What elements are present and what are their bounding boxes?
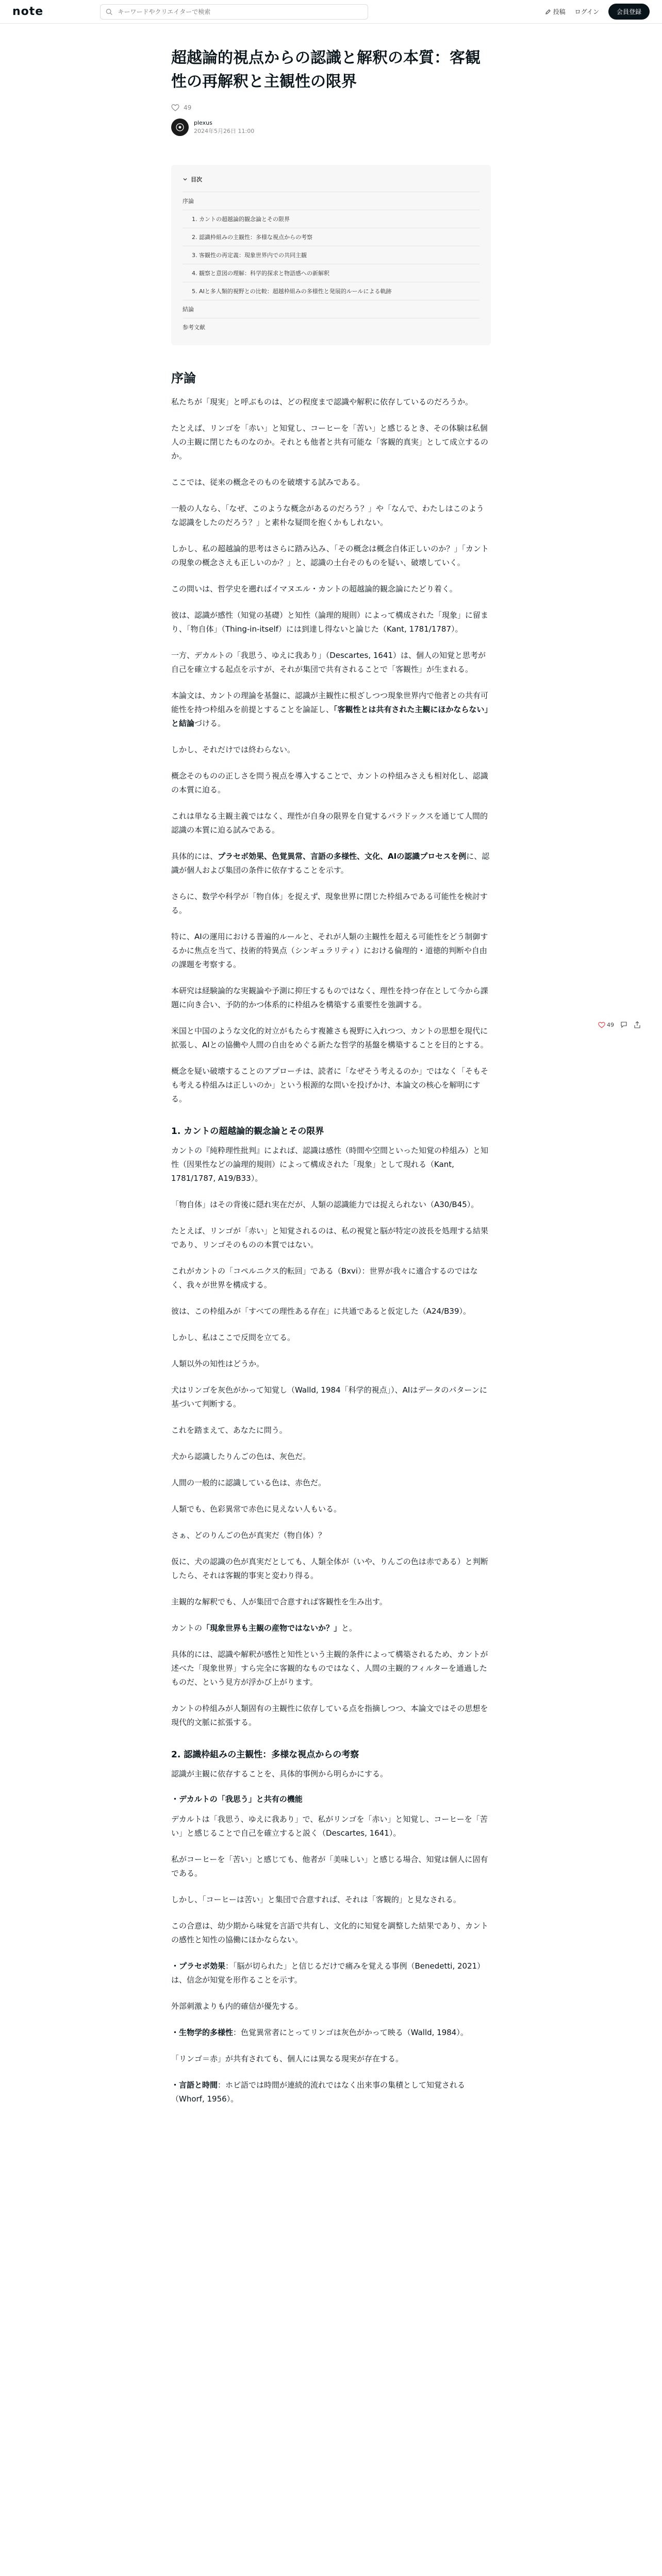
note-logo[interactable]: note: [12, 5, 44, 18]
section-1-paragraph-11: 人間の一般的に認識している色は、赤色だ。: [171, 1478, 326, 1487]
table-of-contents: [171, 165, 491, 345]
toc-item[interactable]: 序論: [183, 192, 479, 210]
toc-item[interactable]: 1. カントの超越論的観念論とその限界: [183, 210, 479, 228]
section-1-paragraph-2: 「物自体」はその背後に隠れ実在だが、人類の認識能力では捉えられない（A30/B45）。: [171, 1200, 479, 1209]
section-1-paragraph-14: 仮に、犬の認識の色が真実だとしても、人類全体が（いや、りんごの色は赤である）と判断したら、それは客観的事実と変わり得る。: [171, 1557, 488, 1580]
toc-item[interactable]: 2. 認識枠組みの主観性：多様な視点からの考察: [183, 228, 479, 246]
like-row: [171, 104, 491, 111]
intro-paragraph-3: ここでは、従来の概念そのものを破壊する試みである。: [171, 478, 365, 487]
heart-red-icon: [598, 1022, 605, 1028]
author-name[interactable]: plexus: [194, 120, 212, 126]
descartes-subheading: ・デカルトの「我思う」と共有の機能: [171, 1794, 303, 1804]
toc-heading: 目次: [191, 176, 202, 183]
share-icon[interactable]: [634, 1021, 641, 1028]
section-1-paragraph-12: 人類でも、色彩異常で赤色に見えない人もいる。: [171, 1504, 342, 1514]
search-icon: [106, 8, 112, 15]
placebo-paragraph: ・プラセボ効果：「脳が切られた」と信じるだけで痛みを覚える事例（Benedetti, 2021）は、信念が知覚を形作ることを示す。: [171, 1961, 485, 1985]
intro-paragraph-b-1: しかし、それだけでは終わらない。: [171, 745, 295, 754]
floating-actions: [598, 1021, 641, 1028]
section-2-paragraph-4: この合意は、幼少期から味覚を言語で共有し、文化的に知覚を調整した結果であり、カントの感性と知性の協働にほかならない。: [171, 1921, 489, 1944]
toc-item[interactable]: 結論: [183, 300, 479, 318]
heart-icon[interactable]: [171, 104, 179, 111]
comment-icon[interactable]: [620, 1021, 627, 1028]
post-button[interactable]: [545, 7, 566, 16]
intro-heading: 序論: [171, 371, 196, 385]
section-2-paragraph-2: 私がコーヒーを「苦い」と感じても、他者が「美味しい」と感じる場合、知覚は個人に固有である。: [171, 1855, 488, 1878]
section-1-paragraph-3: たとえば、リンゴが「赤い」と知覚されるのは、私の視覚と脳が特定の波長を処理する結果であり、リンゴそのものの本質ではない。: [171, 1226, 489, 1249]
section-1-paragraph-15: 主観的な解釈でも、人が集団で合意すれば客観性を生み出す。: [171, 1597, 387, 1606]
toc-item[interactable]: 5. AIと多人類的視野との比較：超越枠組みの多様性と発展的ルールによる軌跡: [183, 282, 479, 300]
biology-paragraph: ・生物学的多様性：色覚異常者にとってリンゴは灰色がかって映る（Walld, 1984）。: [171, 2028, 468, 2037]
section-2-intro: 認識が主観に依存することを、具体的事例から明らかにする。: [171, 1769, 388, 1778]
post-label: 投稿: [553, 8, 566, 15]
intro-paragraph-8: 一方、デカルトの「我思う、ゆえに我あり」（Descartes, 1641）は、個人の知覚と思考が自己を確立する起点を示すが、それが集団で共有されることで「客観性」が生まれる。: [171, 651, 486, 674]
intro-paragraph-b-2: 概念そのものの正しさを問う視点を導入することで、カントの枠組みさえも相対化し、認識の本質に迫る。: [171, 771, 488, 794]
author-block[interactable]: [171, 118, 491, 136]
avatar[interactable]: [171, 118, 189, 136]
intro-paragraph-c-3: 本研究は経験論的な実観論や予測に抑圧するものではなく、理性を持つ存在として今から課題に向き合い、予防的かつ体系的に枠組みを構築する重要性を強調する。: [171, 986, 488, 1009]
examples-bold: プラセボ効果、色覚異常、言語の多様性、文化、AIの認識プロセスを例: [218, 852, 467, 861]
section-1-paragraph-b-2: カントの枠組みが人類固有の主観性に依存している点を指摘しつつ、本論文ではその思想を現代的文脈に拡張する。: [171, 1704, 488, 1727]
intro-paragraph-2: たとえば、リンゴを「赤い」と知覚し、コーヒーを「苦い」と感じるとき、その体験は私個人の主観に閉じたものなのか。それとも他者と共有可能な「客観的真実」として成立するのか。: [171, 423, 489, 461]
section-1-paragraph-1: カントの『純粋理性批判』によれば、認識は感性（時間や空間といった知覚の枠組み）と知性（因果性などの論理的規則）によって構成された「現象」として現れる（Kant, 1781/1787, A19/B33）。: [171, 1146, 489, 1183]
section-1-paragraph-7: 人類以外の知性はどうか。: [171, 1359, 264, 1368]
section-2-paragraphs: [171, 1812, 491, 1947]
header-actions: [545, 4, 650, 20]
section-1-paragraph-5: 彼は、この枠組みが「すべての理性ある存在」に共通であると仮定した（A24/B39）。: [171, 1307, 471, 1316]
toc-item[interactable]: 3. 客観性の再定義：現象世界内での共同主観: [183, 246, 479, 264]
language-paragraph: ・言語と時間：ホピ語では時間が連続的流れではなく出来事の集積として知覚される（Whorf, 1956）。: [171, 2080, 466, 2104]
pencil-icon: [545, 9, 551, 15]
intro-paragraph-4: 一般の人なら、「なぜ、このような概念があるのだろう？」や「なんで、わたしはこのような認識をしたのだろう？」と素朴な疑問を抱くかもしれない。: [171, 504, 484, 527]
section-2-heading: 2. 認識枠組みの主観性：多様な視点からの考察: [171, 1750, 359, 1760]
intro-paragraphs-1: [171, 395, 491, 676]
intro-paragraph-1: 私たちが「現実」と呼ぶものは、どの程度まで認識や解釈に依存しているのだろうか。: [171, 397, 473, 406]
search-input[interactable]: [117, 8, 363, 16]
like-count: 49: [184, 104, 192, 111]
author-meta: [194, 119, 254, 135]
intro-paragraph-c-2: 特に、AIの運用における普遍的ルールと、それが人類の主観性を超える可能性をどう制御するかに焦点を当て、技術的特異点（シンギュラリティ）における倫理的・道徳的判断や自由の課題を考察する。: [171, 932, 488, 969]
section-2-paragraph-3: しかし、「コーヒーは苦い」と集団で合意すれば、それは「客観的」と見なされる。: [171, 1895, 461, 1904]
search-box[interactable]: [100, 4, 368, 20]
section-1-paragraph-8: 犬はリンゴを灰色がかって知覚し（Walld, 1984「科学的視点」）、AIはデータのパターンに基づいて判断する。: [171, 1385, 488, 1409]
biology-follow: 「リンゴ＝赤」が共有されても、個人には異なる現実が存在する。: [171, 2054, 404, 2063]
intro-paragraph-c-5: 概念を疑い破壊することのアプローチは、読者に「なぜそう考えるのか」ではなく「そもそも考える枠組みは正しいのか」という根源的な問いを投げかけ、本論文の核心を解明にする。: [171, 1066, 489, 1104]
thesis-bold: 「客観性とは共有された主観にほかならない」と結論: [171, 705, 489, 728]
toc-item[interactable]: 参考文献: [183, 318, 479, 336]
side-like-button[interactable]: [598, 1022, 614, 1028]
signup-button[interactable]: 会員登録: [608, 4, 650, 20]
placebo-follow: 外部刺激よりも内的確信が優先する。: [171, 2002, 303, 2011]
chevron-down-icon: [183, 177, 188, 182]
section-1-paragraphs: [171, 1144, 491, 1609]
kant-question-bold: 「現象世界も主観の産物ではないか？」: [202, 1623, 342, 1633]
toc-item[interactable]: 4. 観察と意図の理解：科学的探求と物語感への新解釈: [183, 264, 479, 282]
intro-paragraph-c-1: さらに、数学や科学が「物自体」を捉えず、現象世界に閉じた枠組みである可能性を検討する。: [171, 892, 488, 915]
examples-paragraph: 具体的には、プラセボ効果、色覚異常、言語の多様性、文化、AIの認識プロセスを例に、認識が個人および集団の条件に依存することを示す。: [171, 852, 490, 875]
intro-paragraph-5: しかし、私の超越論的思考はさらに踏み込み、「その概念は概念自体正しいのか？」「カントの現象の概念さえも正しいのか？」と、認識の土台そのものを疑い、破壊していく。: [171, 544, 489, 567]
intro-paragraphs-3: [171, 890, 491, 1106]
section-1-paragraph-13: さぁ、どのりんごの色が真実だ（物自体）？: [171, 1531, 326, 1540]
login-link[interactable]: ログイン: [574, 8, 599, 15]
intro-paragraph-b-3: これは単なる主観主義ではなく、理性が自身の限界を自覚するパラドックスを通じて人間的認識の本質に迫る試みである。: [171, 811, 488, 835]
section-1-heading: 1. カントの超越論的観念論とその限界: [171, 1126, 324, 1137]
publish-date: 2024年5月26日 11:00: [194, 128, 255, 134]
section-1-paragraph-10: 犬から認識したりんごの色は、灰色だ。: [171, 1452, 311, 1461]
section-2-paragraph-1: デカルトは「我思う、ゆえに我あり」で、私がリンゴを「赤い」と知覚し、コーヒーを「苦い」と感じることで自己を確立すると説く（Descartes, 1641）。: [171, 1815, 488, 1838]
intro-paragraph-c-4: 米国と中国のような文化的対立がもたらす複雑さも視野に入れつつ、カントの思想を現代に拡張し、AIとの協働や人間の自由をめぐる新たな哲学的基盤を構築することを目的とする。: [171, 1026, 488, 1049]
section-1-paragraphs-2: [171, 1648, 491, 1730]
avatar-mark-icon: [175, 122, 185, 132]
section-1-paragraph-9: これを踏まえて、あなたに問う。: [171, 1426, 287, 1435]
intro-paragraphs-2: [171, 743, 491, 837]
intro-paragraph-7: 彼は、認識が感性（知覚の基礎）と知性（論理的規則）によって構成された「現象」に留まり、「物自体」（Thing-in-itself）には到達し得ないと論じた（Kant, 1781/1787）。: [171, 611, 489, 634]
toc-list: [183, 192, 479, 336]
article: [171, 24, 491, 2106]
toc-toggle[interactable]: [183, 175, 479, 183]
article-title: 超越論的視点からの認識と解釈の本質：客観性の再解釈と主観性の限界: [171, 49, 481, 91]
intro-paragraph-6: この問いは、哲学史を遡ればイマヌエル・カントの超越論的観念論にたどり着く。: [171, 584, 457, 594]
section-1-paragraph-4: これがカントの「コペルニクス的転回」である（Bxvi）：世界が我々に適合するのではなく、我々が世界を構成する。: [171, 1266, 478, 1290]
kant-question-paragraph: カントの「現象世界も主観の産物ではないか？」と。: [171, 1623, 357, 1633]
thesis-paragraph: 本論文は、カントの理論を基盤に、認識が主観性に根ざしつつ現象世界内で他者との共有可能性を持つ枠組みを前提とすることを論証し、「客観性とは共有された主観にほかならない」と結論づける。: [171, 691, 489, 728]
side-like-count: 49: [607, 1021, 614, 1028]
top-bar: [0, 0, 662, 24]
section-1-paragraph-b-1: 具体的には、認識や解釈が感性と知性という主観的条件によって構築されるため、カントが述べた「現象世界」すら完全に客観的なものではなく、人間の主観的フィルターを通過したものだ、という見方が浮かび上がります。: [171, 1650, 488, 1687]
section-1-paragraph-6: しかし、私はここで反問を立てる。: [171, 1333, 295, 1342]
